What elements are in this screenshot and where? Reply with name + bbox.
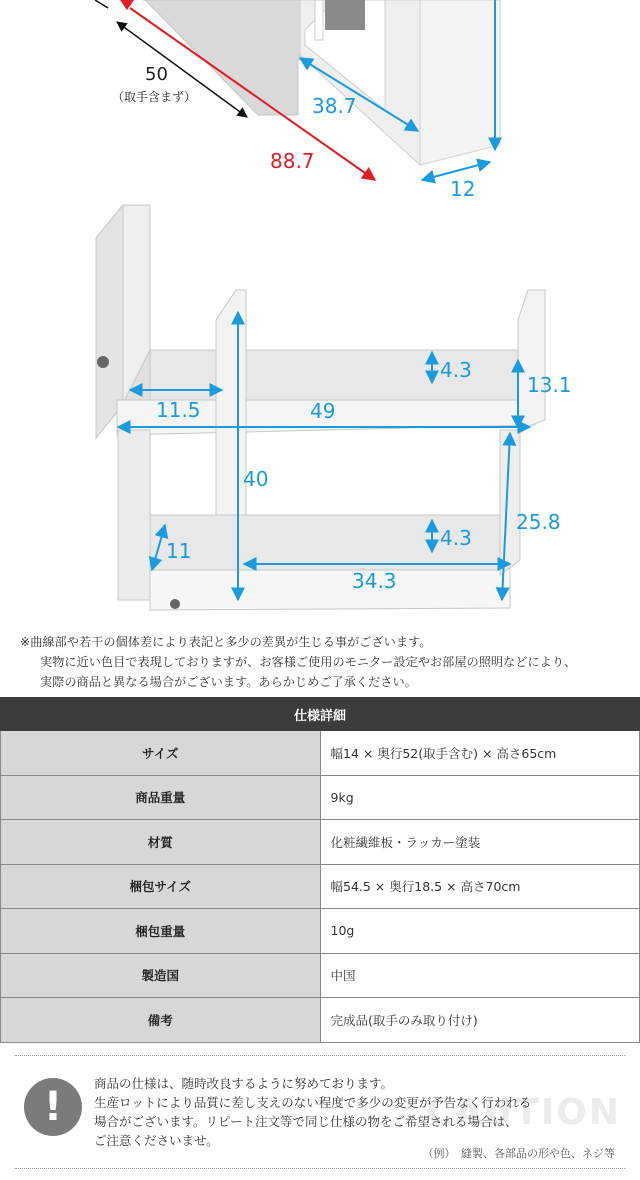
total-depth-label: 88.7 (270, 149, 315, 173)
upper-side-label: 13.1 (527, 373, 572, 397)
spec-label: 材質 (1, 820, 321, 865)
spec-label: 梱包重量 (1, 909, 321, 954)
upper-shelf-height-label: 4.3 (440, 358, 472, 382)
table-row (1, 953, 640, 998)
spec-value: 中国 (320, 953, 640, 998)
left-top-label: 11.5 (156, 398, 201, 422)
inner-depth-label: 38.7 (312, 94, 357, 118)
shelf-dimension-diagram (0, 200, 640, 620)
spec-label: サイズ (1, 731, 321, 776)
table-row (1, 864, 640, 909)
spec-label: 製造国 (1, 953, 321, 998)
lower-side-label: 25.8 (516, 510, 561, 534)
lower-width-label: 34.3 (352, 569, 397, 593)
spec-value: 完成品(取手のみ取り付け) (320, 998, 640, 1043)
spec-value: 10g (320, 909, 640, 954)
spec-value: 幅14 × 奥行52(取手含む) × 高さ65cm (320, 731, 640, 776)
depth-label: 50 (145, 64, 168, 85)
lower-shelf-height-label: 4.3 (440, 526, 472, 550)
spec-value: 9kg (320, 775, 640, 820)
spec-title: 仕様詳細 (1, 698, 640, 731)
spec-value: 化粧繊維板・ラッカー塗装 (320, 820, 640, 865)
total-width-label: 49 (310, 399, 336, 423)
depth-note: （取手含まず） (112, 90, 197, 104)
disclaimer-note (20, 632, 630, 692)
caution-line-3: 場合がございます。リピート注文等で同じ仕様の物をご希望される場合は、 (94, 1114, 518, 1129)
top-dimension-diagram (0, 0, 640, 205)
note-line-2: 実物に近い色目で表現しておりますが、お客様ご使用のモニター設定やお部屋の照明などにより、 (40, 655, 577, 669)
table-row (1, 820, 640, 865)
table-row (1, 909, 640, 954)
caution-text (94, 1074, 574, 1150)
table-row (1, 998, 640, 1043)
exclamation-icon: ! (24, 1078, 82, 1136)
caution-line-4: ご注意くださいませ。 (94, 1133, 219, 1148)
spec-label: 梱包サイズ (1, 864, 321, 909)
spec-value: 幅54.5 × 奥行18.5 × 高さ70cm (320, 864, 640, 909)
spec-table (0, 697, 640, 1043)
spec-label: 備考 (1, 998, 321, 1043)
width-label: 12 (450, 177, 476, 201)
caution-line-2: 生産ロットにより品質に差し支えのない程度で多少の変更が予告なく行われる (94, 1095, 532, 1110)
caution-line-1: 商品の仕様は、随時改良するように努めております。 (94, 1076, 394, 1091)
caution-watermark: CAUTION (425, 1092, 621, 1133)
note-line-1: ※曲線部や若干の個体差により表記と多少の差異が生じる事がございます。 (20, 635, 432, 649)
note-line-3: 実際の商品と異なる場合がございます。あらかじめご了承ください。 (40, 675, 417, 689)
spec-label: 商品重量 (1, 775, 321, 820)
left-lower-label: 11 (166, 539, 192, 563)
table-row (1, 731, 640, 776)
height-label: 40 (243, 467, 269, 491)
table-row (1, 775, 640, 820)
caution-box (15, 1055, 625, 1169)
caution-example: （例） 縫製、各部品の形や色、ネジ等 (422, 1147, 615, 1160)
